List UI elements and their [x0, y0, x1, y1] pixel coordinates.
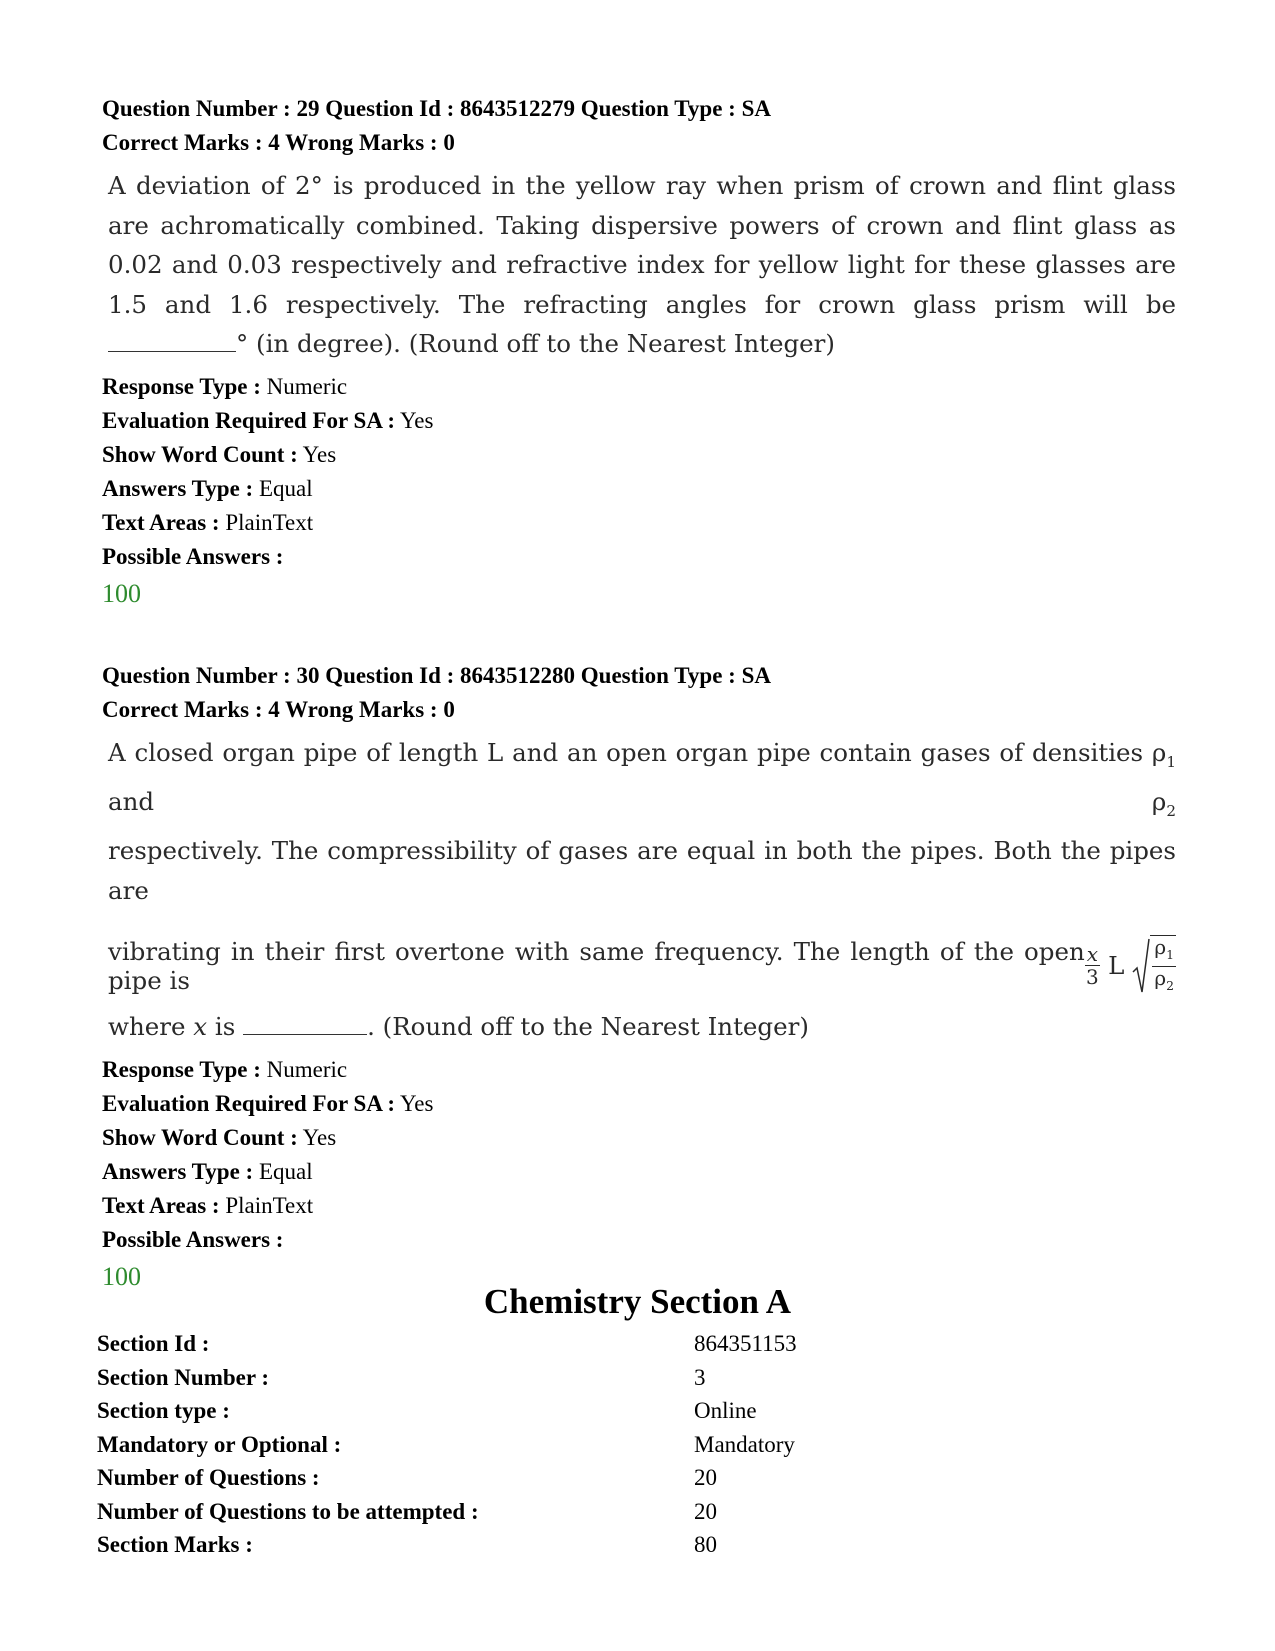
- sqrt-density-ratio: [1132, 935, 1176, 997]
- question-30: [102, 659, 1182, 1295]
- answer-blank: [108, 333, 236, 352]
- section-row-num-attempted: Number of Questions to be attempted : 20: [97, 1498, 717, 1524]
- question-29: [102, 92, 1182, 612]
- section-row-type: Section type : Online: [97, 1398, 757, 1423]
- question-text-part1: A deviation of 2° is produced in the yellow ray when prism of crown and flint glass are achromatically combined. Taking dispersive powers of crown and flint glass as 0.02 and 0.03 respectively and refractive index for yellow light for these glasses are 1.5 and 1.6 respectively. The refracting angles for crown glass prism will be: [108, 171, 1176, 319]
- question-text-line3: vibrating in their first overtone with same frequency. The length of the open pipe is $\frac{x}{3}$ L $\frac{\rho_1}{\rho_2}$: [108, 934, 1174, 995]
- section-info-table: [97, 1327, 997, 1562]
- section-row-marks: Section Marks : 80: [97, 1532, 717, 1557]
- meta-evaluation-required: Evaluation Required For SA : Yes: [102, 1090, 434, 1116]
- length-formula: [1085, 935, 1176, 997]
- question-header-line2: Correct Marks : 4 Wrong Marks : 0: [102, 697, 455, 722]
- question-meta: [102, 1053, 1182, 1295]
- meta-possible-answers: Possible Answers :: [102, 543, 284, 569]
- meta-answers-type: Answers Type : Equal: [102, 1158, 313, 1184]
- meta-text-areas: Text Areas : PlainText: [102, 1192, 314, 1218]
- question-text: [102, 733, 1182, 1047]
- section-row-number: Section Number : 3: [97, 1364, 706, 1390]
- section-row-mandatory: Mandatory or Optional : Mandatory: [97, 1431, 795, 1457]
- question-header-line2: Correct Marks : 4 Wrong Marks : 0: [102, 130, 455, 155]
- question-text: [102, 166, 1182, 364]
- meta-answers-type: Answers Type : Equal: [102, 475, 313, 501]
- question-text-line4: where x is . (Round off to the Nearest Integer): [108, 1011, 809, 1041]
- question-text-part2: ° (in degree). (Round off to the Nearest Integer): [236, 329, 835, 358]
- meta-show-word-count: Show Word Count : Yes: [102, 441, 337, 467]
- question-header-line1: Question Number : 30 Question Id : 8643512280 Question Type : SA: [102, 663, 771, 688]
- meta-evaluation-required: Evaluation Required For SA : Yes: [102, 407, 434, 433]
- meta-response-type: Response Type : Numeric: [102, 1056, 348, 1082]
- length-symbol: L: [1108, 951, 1125, 981]
- question-text-line2: respectively. The compressibility of gases are equal in both the pipes. Both the pipes are: [108, 835, 1176, 905]
- possible-answer-value: 100: [102, 578, 141, 608]
- rho-2: $\rho_2$: [1151, 786, 1176, 820]
- meta-text-areas: Text Areas : PlainText: [102, 509, 314, 535]
- meta-response-type: Response Type : Numeric: [102, 373, 348, 399]
- possible-answer-value: 100: [102, 1261, 141, 1291]
- question-meta: [102, 370, 1182, 612]
- meta-show-word-count: Show Word Count : Yes: [102, 1124, 337, 1150]
- answer-blank: [243, 1016, 367, 1035]
- section-title: Chemistry Section A: [483, 1282, 792, 1321]
- question-header-line1: Question Number : 29 Question Id : 8643512279 Question Type : SA: [102, 96, 771, 121]
- density-fraction: $\frac{\rho_1}{\rho_2}$: [1150, 935, 1176, 997]
- section-row-num-questions: Number of Questions : 20: [97, 1465, 717, 1490]
- meta-possible-answers: Possible Answers :: [102, 1226, 284, 1252]
- rho-1: $\rho_1$: [1151, 738, 1176, 771]
- sqrt-sign-icon: [1132, 938, 1150, 994]
- question-text-line1: A closed organ pipe of length L and an open organ pipe contain gases of densities $\rho_1$ and $\rho_2$: [108, 738, 1176, 820]
- section-row-id: Section Id : 864351153: [97, 1331, 797, 1356]
- fraction-x-over-3: $\frac{x}{3}$: [1086, 942, 1099, 990]
